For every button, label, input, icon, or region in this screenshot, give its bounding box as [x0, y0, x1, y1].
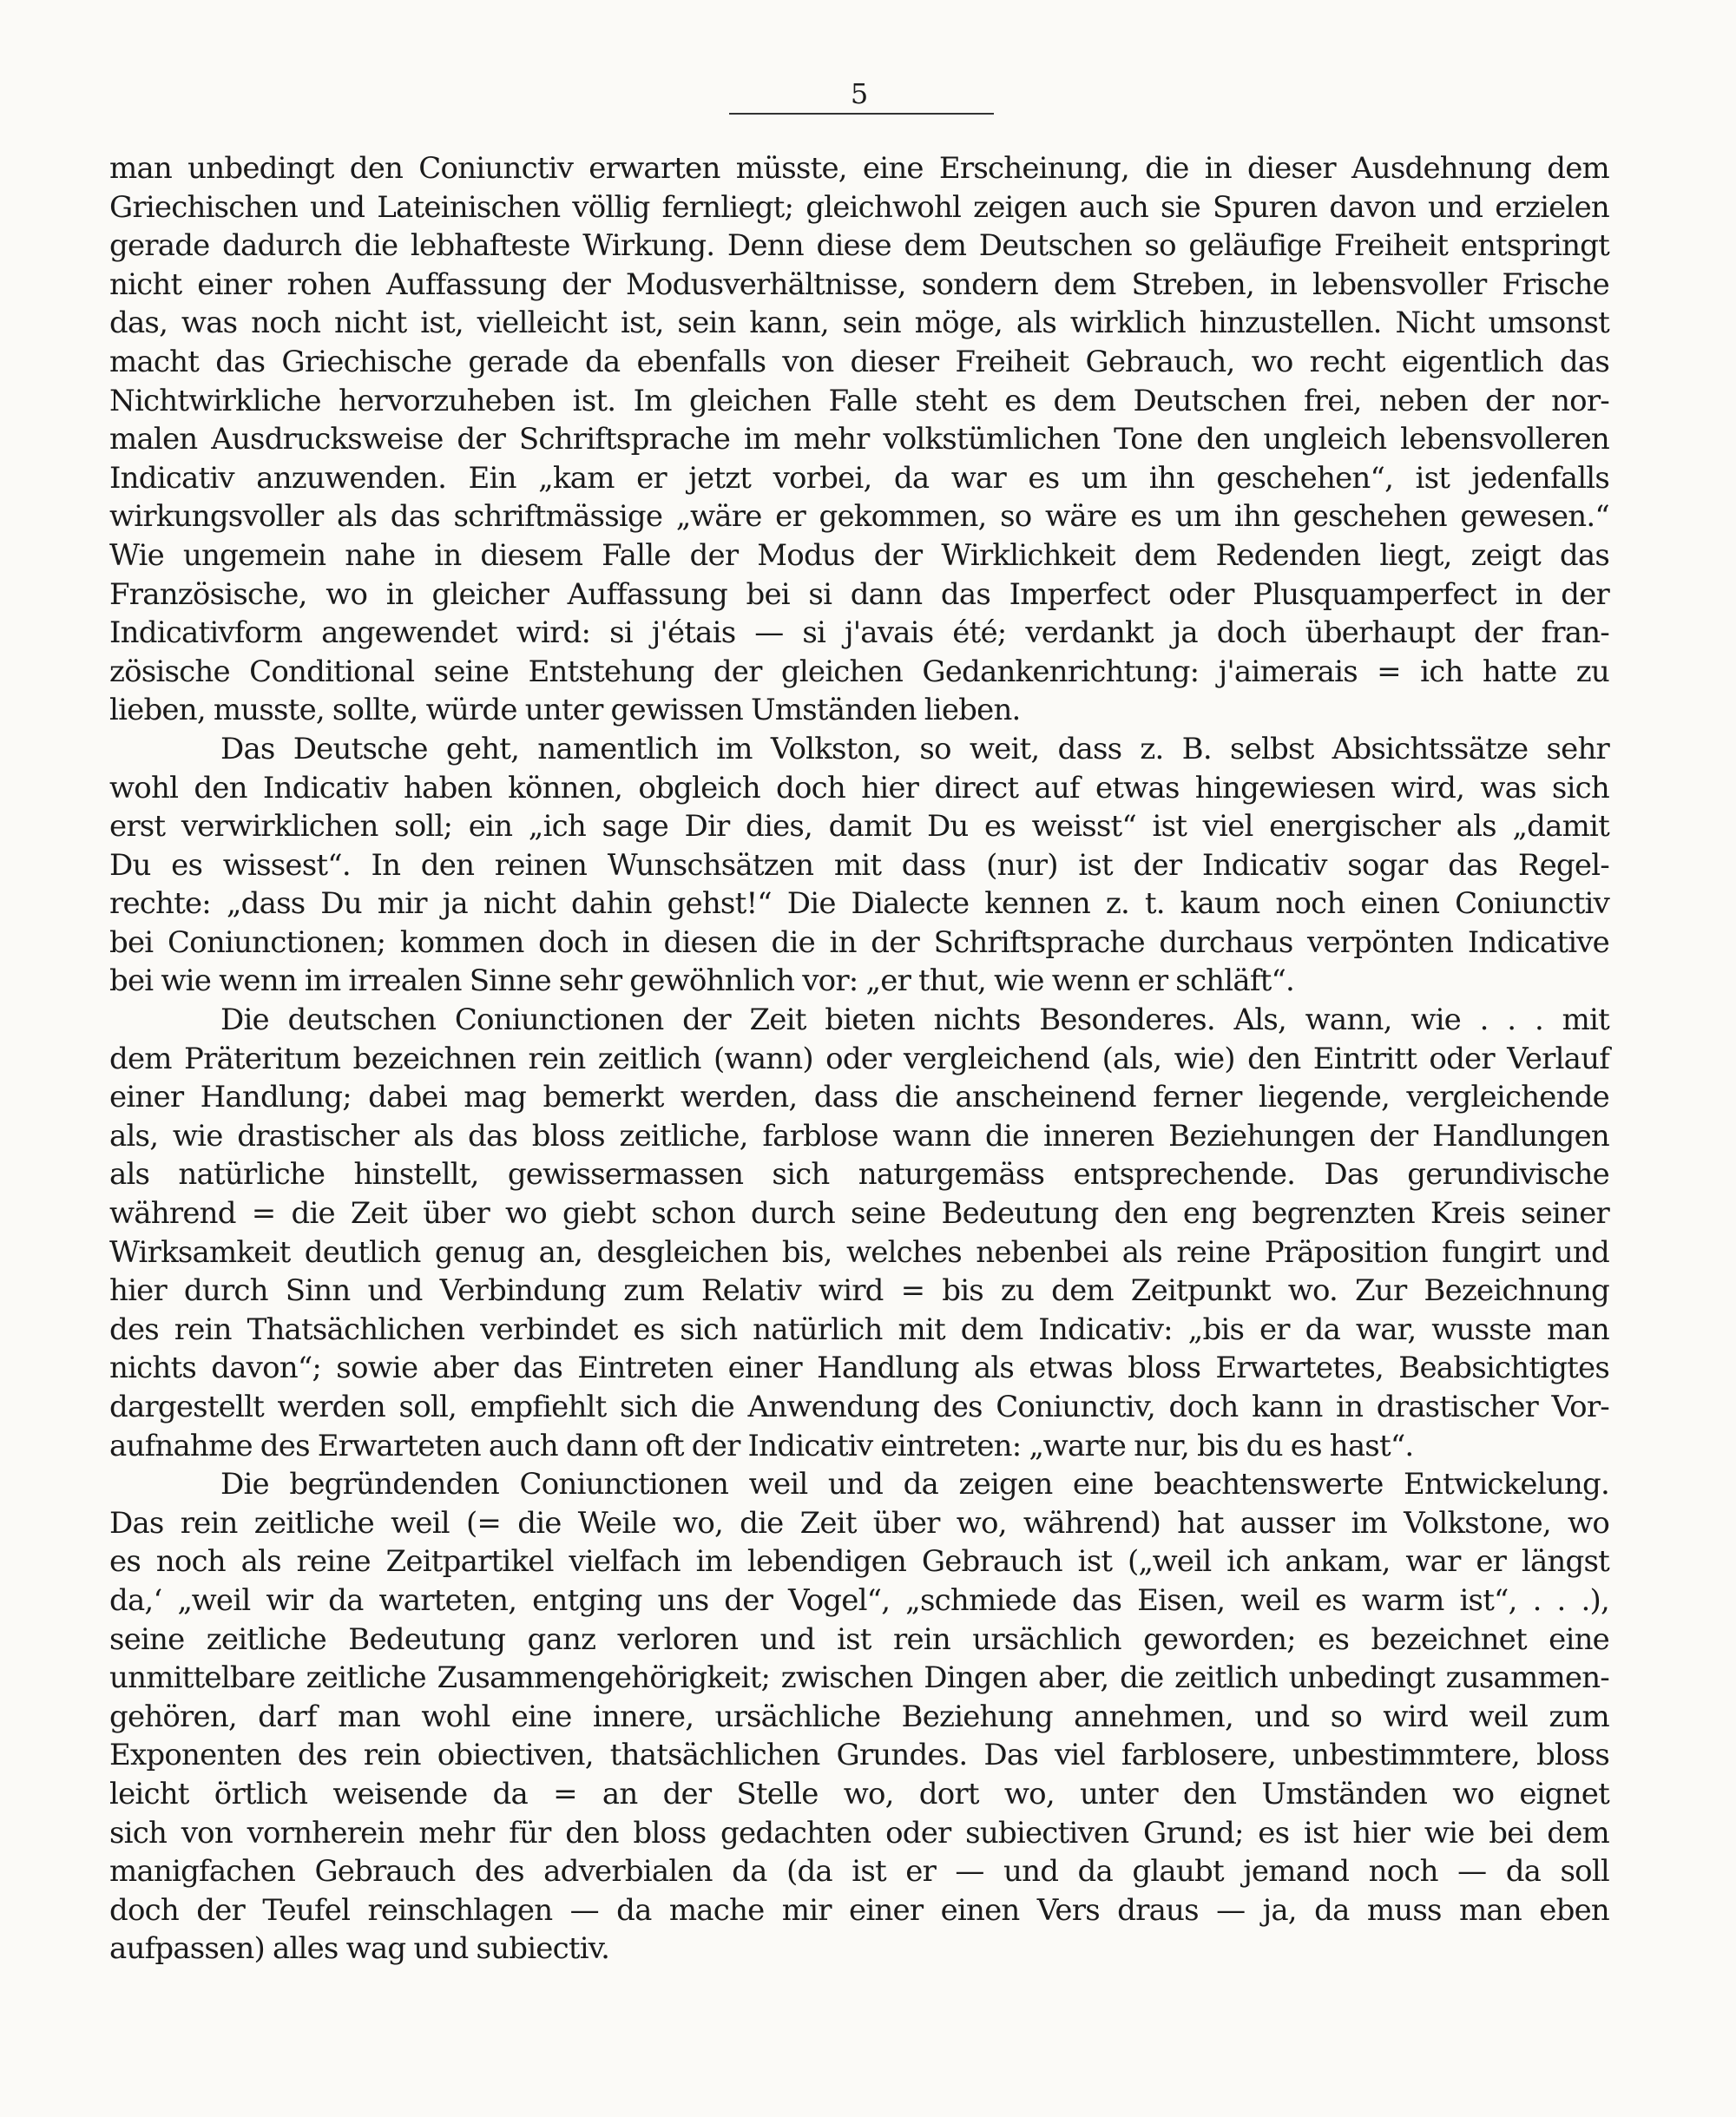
text-line: nicht einer rohen Auffassung der Modusverhältnisse, sondern dem Streben, in lebensvoller Frische: [109, 266, 1609, 302]
text-line: macht das Griechische gerade da ebenfalls von dieser Freiheit Gebrauch, wo recht eigentlich das: [109, 344, 1609, 379]
text-line: aufpassen) alles wag und subiectiv.: [109, 1931, 610, 1967]
text-line: erst verwirklichen soll; ein „ich sage Dir dies, damit Du es weisst“ ist viel energischer als „damit: [109, 809, 1609, 845]
page-number: 5: [850, 77, 869, 110]
text-line: seine zeitliche Bedeutung ganz verloren und ist rein ursächlich geworden; es bezeichnet eine: [109, 1621, 1609, 1657]
text-line: Exponenten des rein obiectiven, thatsächlichen Grundes. Das viel farblosere, unbestimmtere, bloss: [109, 1738, 1609, 1773]
text-line: nichts davon“; sowie aber das Eintreten einer Handlung als etwas bloss Erwartetes, Beabsichtigtes: [109, 1351, 1609, 1386]
text-line: Die begründenden Coniunctionen weil und da zeigen eine beachtenswerte Entwickelung.: [220, 1467, 1609, 1502]
text-line: Wirksamkeit deutlich genug an, desgleichen bis, welches nebenbei als reine Präposition fungirt und: [109, 1234, 1609, 1270]
header-rule: [729, 113, 994, 115]
text-line: Die deutschen Coniunctionen der Zeit bieten nichts Besonderes. Als, wann, wie . . . mit: [220, 1003, 1609, 1038]
text-line: Griechischen und Lateinischen völlig fernliegt; gleichwohl zeigen auch sie Spuren davon und erzielen: [109, 189, 1609, 225]
text-line: gehören, darf man wohl eine innere, ursächliche Beziehung annehmen, und so wird weil zum: [109, 1699, 1609, 1734]
text-line: Wie ungemein nahe in diesem Falle der Modus der Wirklichkeit dem Redenden liegt, zeigt das: [109, 537, 1609, 573]
text-line: lieben, musste, sollte, würde unter gewissen Umständen lieben.: [109, 693, 1021, 728]
text-line: unmittelbare zeitliche Zusammengehörigkeit; zwischen Dingen aber, die zeitlich unbedingt zusammen-: [109, 1660, 1609, 1696]
text-line: Französische, wo in gleicher Auffassung bei si dann das Imperfect oder Plusquamperfect in der: [109, 576, 1609, 612]
text-line: wohl den Indicativ haben können, obgleich doch hier direct auf etwas hingewiesen wird, was sich: [109, 770, 1609, 805]
text-line: wirkungsvoller als das schriftmässige „wäre er gekommen, so wäre es um ihn geschehen gewesen.“: [109, 499, 1609, 535]
text-line: sich von vornherein mehr für den bloss gedachten oder subiectiven Grund; es ist hier wie bei dem: [109, 1815, 1609, 1851]
text-line: des rein Thatsächlichen verbindet es sich natürlich mit dem Indicativ: „bis er da war, wusste man: [109, 1312, 1609, 1347]
text-line: als natürliche hinstellt, gewissermassen sich naturgemäss entsprechende. Das gerundivische: [109, 1157, 1609, 1193]
text-line: bei Coniunctionen; kommen doch in diesen die in der Schriftsprache durchaus verpönten Indicative: [109, 924, 1609, 960]
text-line: man unbedingt den Coniunctiv erwarten müsste, eine Erscheinung, die in dieser Ausdehnung dem: [109, 151, 1609, 186]
text-line: dem Präteritum bezeichnen rein zeitlich (wann) oder vergleichend (als, wie) den Eintritt oder Verlauf: [109, 1041, 1609, 1076]
text-line: während = die Zeit über wo giebt schon durch seine Bedeutung den eng begrenzten Kreis seiner: [109, 1196, 1609, 1232]
text-line: hier durch Sinn und Verbindung zum Relativ wird = bis zu dem Zeitpunkt wo. Zur Bezeichnung: [109, 1273, 1609, 1309]
text-line: doch der Teufel reinschlagen — da mache mir einer einen Vers draus — ja, da muss man eben: [109, 1892, 1609, 1928]
text-line: bei wie wenn im irrealen Sinne sehr gewöhnlich vor: „er thut, wie wenn er schläft“.: [109, 963, 1295, 999]
text-line: Du es wissest“. In den reinen Wunschsätzen mit dass (nur) ist der Indicativ sogar das Regel-: [109, 847, 1609, 883]
text-line: zösische Conditional seine Entstehung der gleichen Gedankenrichtung: j'aimerais = ich hatte zu: [109, 654, 1609, 689]
text-line: Das rein zeitliche weil (= die Weile wo, die Zeit über wo, während) hat ausser im Volkstone, wo: [109, 1505, 1609, 1541]
text-line: einer Handlung; dabei mag bemerkt werden, dass die anscheinend ferner liegende, vergleichende: [109, 1080, 1609, 1115]
text-line: rechte: „dass Du mir ja nicht dahin gehst!“ Die Dialecte kennen z. t. kaum noch einen Coniunctiv: [109, 886, 1609, 922]
text-line: Das Deutsche geht, namentlich im Volkston, so weit, dass z. B. selbst Absichtssätze sehr: [220, 731, 1609, 766]
text-line: gerade dadurch die lebhafteste Wirkung. Denn diese dem Deutschen so geläufige Freiheit entspringt: [109, 228, 1609, 264]
text-line: da,‘ „weil wir da warteten, entging uns der Vogel“, „schmiede das Eisen, weil es warm ist“, . . .),: [109, 1582, 1609, 1618]
text-line: Indicativ anzuwenden. Ein „kam er jetzt vorbei, da war es um ihn geschehen“, ist jedenfalls: [109, 460, 1609, 496]
text-line: als, wie drastischer als das bloss zeitliche, farblose wann die inneren Beziehungen der Handlungen: [109, 1118, 1609, 1154]
text-line: dargestellt werden soll, empfiehlt sich die Anwendung des Coniunctiv, doch kann in drastischer Vor-: [109, 1390, 1609, 1424]
body-text: [109, 149, 1609, 1969]
text-line: das, was noch nicht ist, vielleicht ist, sein kann, sein möge, als wirklich hinzustellen. Nicht umsonst: [109, 306, 1609, 341]
text-line: manigfachen Gebrauch des adverbialen da (da ist er — und da glaubt jemand noch — da soll: [109, 1854, 1609, 1890]
text-line: leicht örtlich weisende da = an der Stelle wo, dort wo, unter den Umständen wo eignet: [109, 1776, 1609, 1811]
text-line: Nichtwirkliche hervorzuheben ist. Im gleichen Falle steht es dem Deutschen frei, neben der nor-: [109, 383, 1609, 418]
text-line: malen Ausdrucksweise der Schriftsprache im mehr volkstümlichen Tone den ungleich lebensvolleren: [109, 422, 1609, 457]
text-line: Indicativform angewendet wird: si j'étais — si j'avais été; verdankt ja doch überhaupt der fran-: [109, 615, 1609, 651]
text-line: es noch als reine Zeitpartikel vielfach im lebendigen Gebrauch ist („weil ich ankam, war er längst: [109, 1544, 1609, 1580]
text-line: aufnahme des Erwarteten auch dann oft der Indicativ eintreten: „warte nur, bis du es hast“.: [109, 1428, 1414, 1463]
